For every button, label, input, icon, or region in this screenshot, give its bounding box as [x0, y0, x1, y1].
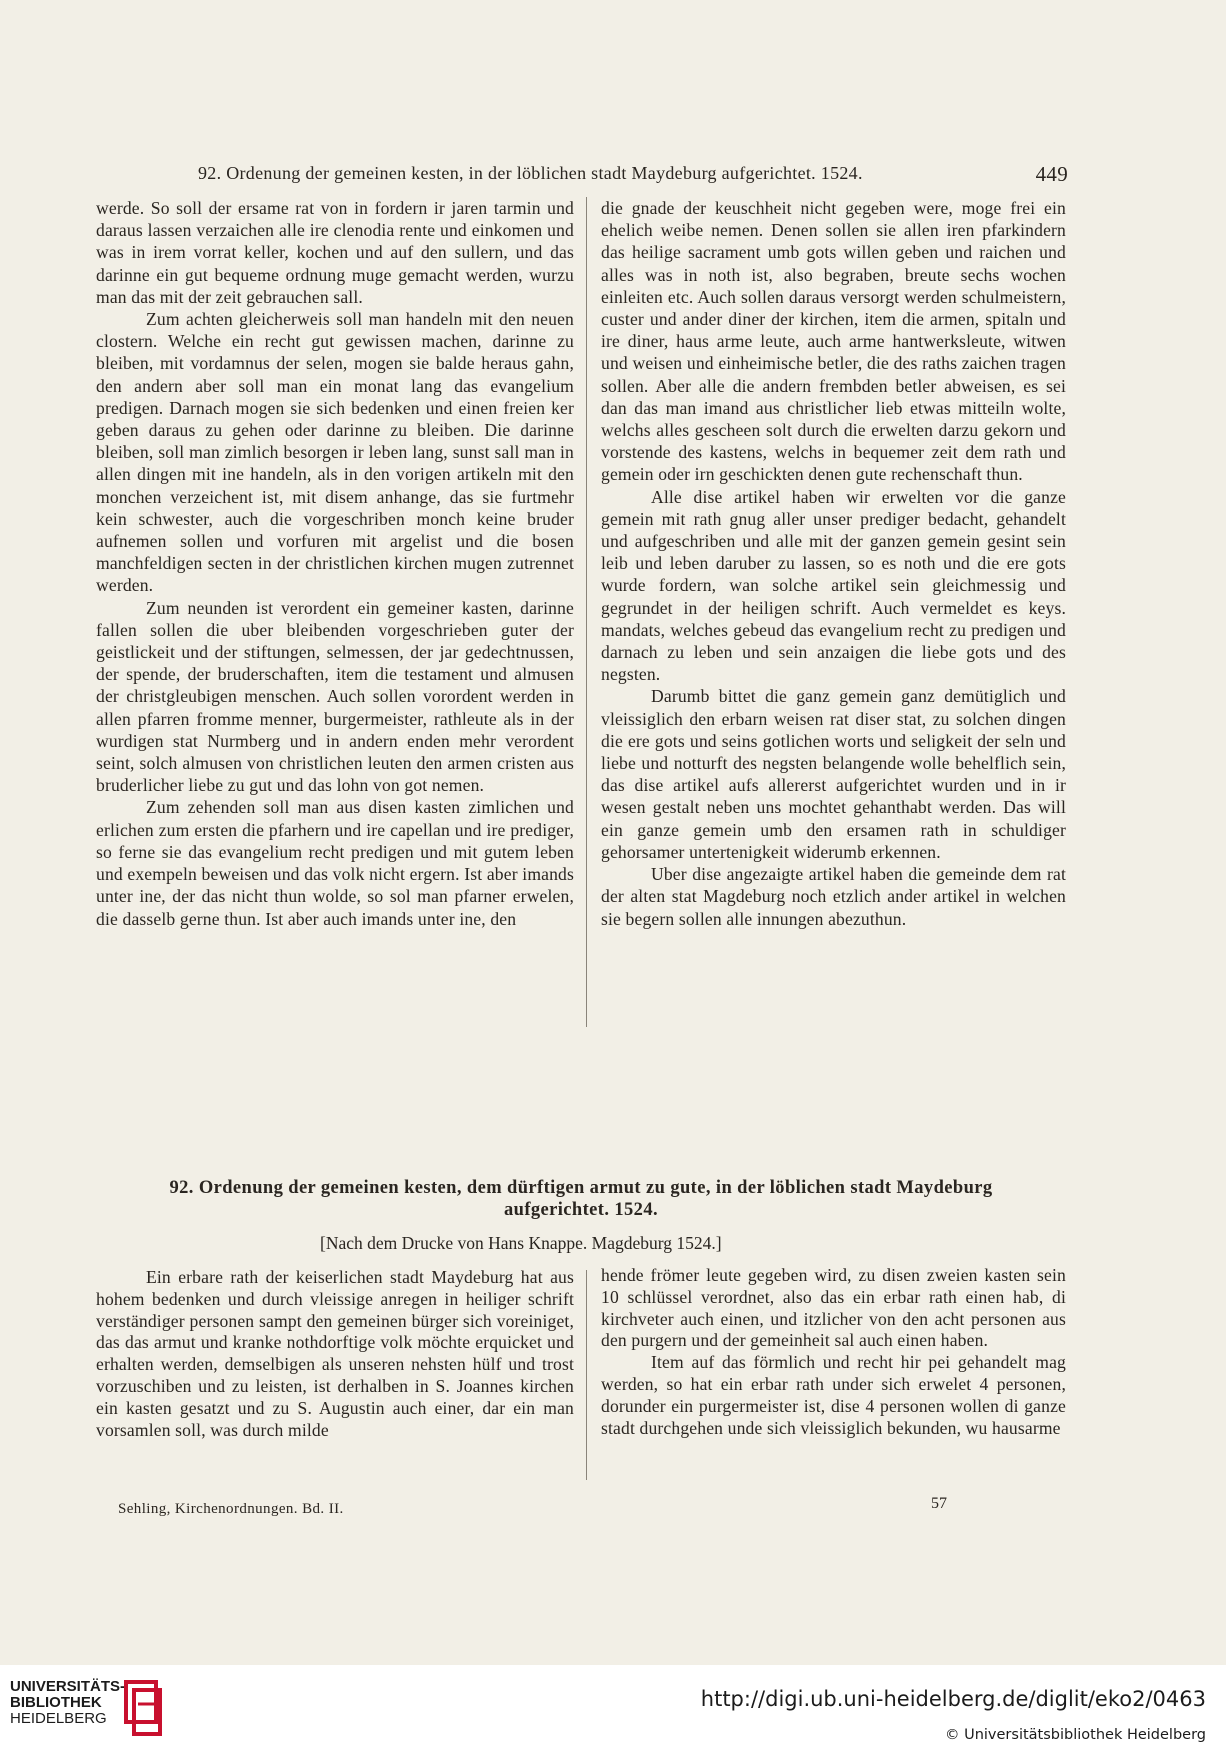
- library-name-line: BIBLIOTHEK: [10, 1694, 102, 1711]
- paragraph: Zum neunden ist verordent ein gemeiner kasten, darinne fallen sollen die uber bleibenden vorgeschrieben guter der geistlickeit und der stiftungen, selmessen, der jar gedechtnussen, der spende, der bruderschaften, item die testament und almusen der christgleubigen menschen. Auch sollen vorordent werden in allen pfarren fromme menner, burgermeister, rathleute als in der wurdigen stat Nurmberg und in andern enden mehr verordent seint, solch almusen von christlichen leuten den armen cristen aus bruderlicher liebe zu gut und das lohn von got nemen.: [96, 597, 574, 796]
- library-name-line: HEIDELBERG: [10, 1710, 107, 1727]
- paragraph: Zum zehenden soll man aus disen kasten zimlichen und erlichen zum ersten die pfarhern und ire capellan und ire prediger, so ferne sie das evangelium recht predigen und mit gutem leben und exempeln beweisen und das volk nicht ergern. Ist aber imands unter ine, der das nicht thun wolde, so sol man pfarner erwelen, die dasselb gerne thun. Ist aber auch imands unter ine, den: [96, 797, 574, 929]
- signature-line: Sehling, Kirchenordnungen. Bd. II.: [118, 1501, 344, 1517]
- paragraph: Ein erbare rath der keiserlichen stadt Maydeburg hat aus hohem bedenken und durch vleissige anregen in heiliger schrift verständiger personen sampt den gemeinen bürger sich voreiniget, das das armut und kranke nothdorftige volk möchte erquicket und erhalten werden, demselbigen als unseren nehsten hülf und trost vorzuschiben und zu leisten, ist derhalben in S. Joannes kirchen ein kasten gesatzt und zu S. Augustin auch einer, dar ein man vorsamlen soll, was durch milde: [96, 1267, 574, 1440]
- library-bar: [0, 1665, 1226, 1757]
- copyright-notice: © Universitätsbibliothek Heidelberg: [944, 1727, 1206, 1743]
- paragraph: Darumb bittet die ganz gemein ganz demütiglich und vleissiglich den erbarn weisen rat diser stat, zu solchen dingen die ere gots und seins gotlichen worts und seligkeit der seln und liebe und notturft des negsten belangende wolle behelflich sein, das dise artikel aufs allererst aufgerichtet wurden und in ir wesen gestalt neben uns mochtet gehanthabt werden. Das will ein ganze gemein umb den ersamen rath in schuldiger gehorsamer untertenigkeit widerumb erkennen.: [601, 686, 1066, 862]
- library-name-line: UNIVERSITÄTS-: [10, 1678, 126, 1695]
- bottom-left-column: [96, 1267, 574, 1441]
- running-head-title: 92. Ordenung der gemeinen kesten, in der löblichen stadt Maydeburg aufgerichtet. 1524.: [198, 163, 863, 183]
- top-left-column: [96, 197, 574, 930]
- sheet-number: 57: [931, 1495, 947, 1512]
- page-number: 449: [1035, 162, 1068, 186]
- section-title-line: aufgerichtet. 1524.: [503, 1200, 659, 1220]
- paragraph: Alle dise artikel haben wir erwelten vor die ganze gemein mit rath gnug aller unser prediger bedacht, gehandelt und aufgeschriben und alle mit der ganzen gemein gesint sein leib und leben daruber zu lassen, so es noth und die ere gots wurde fordern, wan solche artikel sein gleichmessig und gegrundet in der heiligen schrift. Auch vermeldet es keys. mandats, welches gebeud das evangelium recht zu predigen und darnach zu leben und sein anzaigen die liebe gots und des negsten.: [601, 486, 1066, 685]
- source-note: [Nach dem Drucke von Hans Knappe. Magdeburg 1524.]: [320, 1233, 722, 1253]
- bottom-right-column: [601, 1265, 1066, 1439]
- paragraph: hende frömer leute gegeben wird, zu disen zweien kasten sein 10 schlüssel verordnet, also das ein erbar rath einen hab, di kirchveter auch einen, und itzlicher von den acht personen aus den purgern und der gemeinheit sal auch einen haben.: [601, 1265, 1066, 1351]
- paragraph: die gnade der keuschheit nicht gegeben were, moge frei ein ehelich weibe nemen. Denen sollen sie allen iren pfarkindern das heilige sacrament umb gots willen geben und raichen und alles was in noth ist, also begraben, breute sechs wochen einleiten etc. Auch sollen daraus versorgt werden schulmeistern, custer und ander diner der kirchen, item die armen, spitaln und ire diner, haus arme leute, auch arme hantwerksleute, witwen und weisen und einheimische betler, die des raths zaichen tragen sollen. Aber alle die andern frembden betler abweisen, es sei dan das man imand aus christlicher lieb etwas mitteiln wolte, welchs alles gescheen solt durch die erwelten darzu gekorn und vorstende des kastens, welchs in bequemer zeit dem rath und gemein oder irn geschickten denen gute rechenschaft thun.: [601, 198, 1066, 485]
- library-seal-icon: [120, 1678, 166, 1740]
- column-divider: [586, 197, 587, 1027]
- paragraph: Uber dise angezaigte artikel haben die gemeinde dem rat der alten stat Magdeburg noch etzlich ander artikel in welchen sie begern sollen alle innungen abezuthun.: [601, 864, 1066, 929]
- library-name: [10, 1679, 125, 1727]
- section-title-line: 92. Ordenung der gemeinen kesten, dem dürftigen armut zu gute, in der löblichen stadt Maydeburg: [169, 1178, 993, 1198]
- paragraph: werde. So soll der ersame rat von in fordern ir jaren tarmin und daraus lassen verzaichen alle ire clenodia rente und einkomen und was in irem vorrat keller, kochen und auf den sullern, und das darinne ein gut bequeme ordnung muge gemacht werden, wurzu man das mit der zeit gebrauchen sall.: [96, 198, 574, 307]
- paragraph: Item auf das förmlich und recht hir pei gehandelt mag werden, so hat ein erbar rath under sich erwelet 4 personen, dorunder ein purgermeister ist, dise 4 personen wollen di ganze stadt durchgehen unde sich vleissiglich bekunden, wu hausarme: [601, 1352, 1066, 1438]
- column-divider: [586, 1270, 587, 1480]
- permalink-url[interactable]: http://digi.ub.uni-heidelberg.de/diglit/eko2/0463: [700, 1687, 1206, 1711]
- section-title: [96, 1177, 1066, 1221]
- top-right-column: [601, 197, 1066, 930]
- paragraph: Zum achten gleicherweis soll man handeln mit den neuen clostern. Welche ein recht gut gewissen machen, darinne zu bleiben, mit vordamnus der selen, mogen sie balde heraus gahn, den andern aber soll man ein monat lang das evangelium predigen. Darnach mogen sie sich bedenken und einen freien ker geben daraus zu gehen oder darinne zu bleiben. Die darinne bleiben, soll man zimlich besorgen ir leben lang, sunst sall man in allen dingen mit ine handeln, als in den vorigen artikeln mit den monchen verzeichent ist, mit disem anhange, das sie furtmehr kein schwester, auch die vorgeschriben monch keine bruder aufnemen sollen und vorfuren mit argelist und die bosen manchfeldigen secten in der christlichen kirchen mugen zutrennet werden.: [96, 309, 574, 596]
